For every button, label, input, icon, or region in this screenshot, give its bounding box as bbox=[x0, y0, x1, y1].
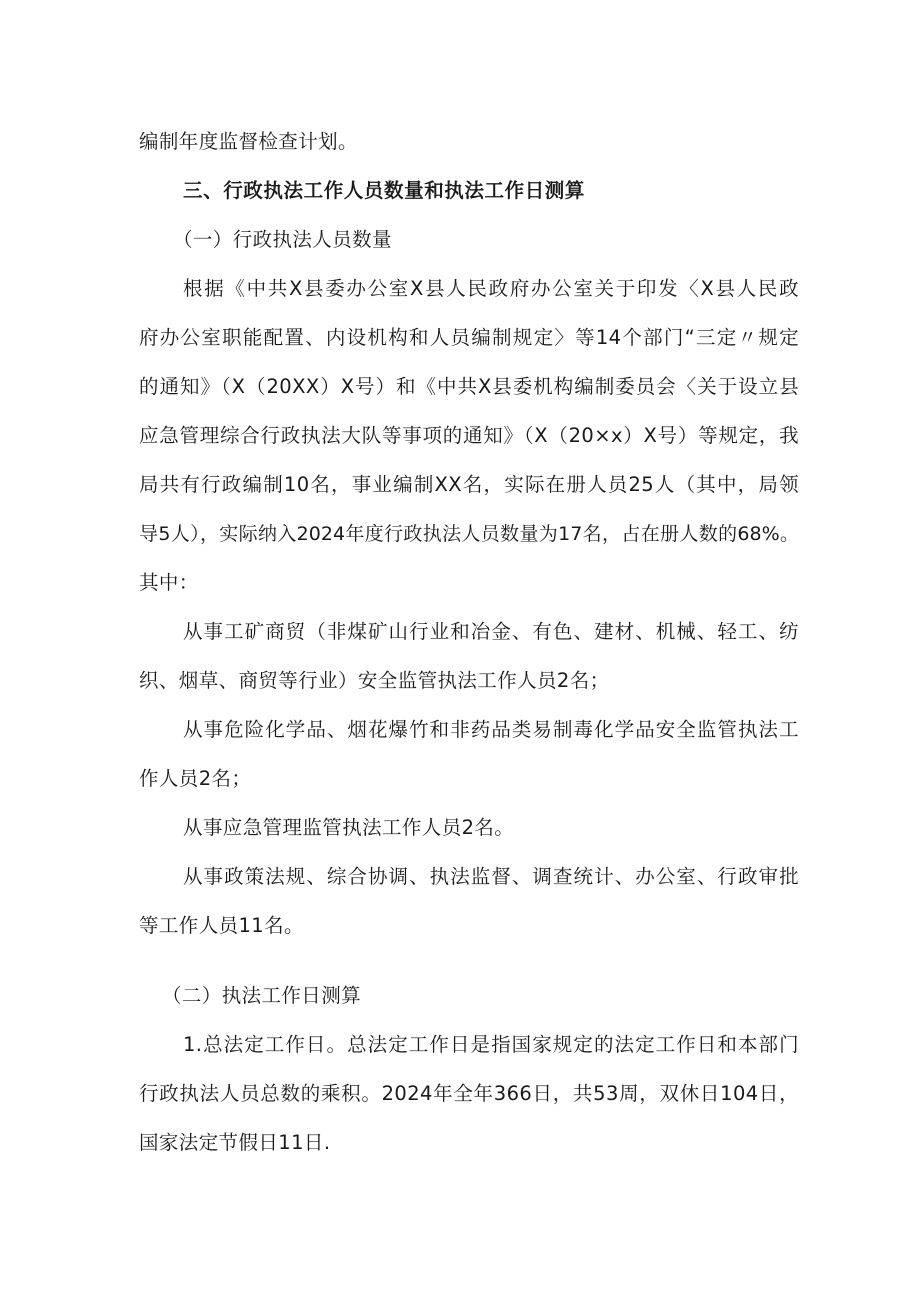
paragraph-line: 1.总法定工作日。总法定工作日是指国家规定的法定工作日和本部门 bbox=[183, 1033, 799, 1056]
paragraph-line: 从事政策法规、综合协调、执法监督、调查统计、办公室、行政审批 bbox=[183, 865, 799, 888]
paragraph-line: 作人员2名； bbox=[139, 767, 252, 790]
paragraph-line: 等工作人员11名。 bbox=[139, 914, 304, 937]
paragraph-line: 府办公室职能配置、内设机构和人员编制规定〉等14个部门“三定〃规定 bbox=[139, 326, 799, 349]
paragraph-line: 从事危险化学品、烟花爆竹和非药品类易制毒化学品安全监管执法工 bbox=[183, 718, 799, 741]
paragraph-line: 从事应急管理监管执法工作人员2名。 bbox=[183, 816, 515, 839]
paragraph-line: 从事工矿商贸（非煤矿山行业和冶金、有色、建材、机械、轻工、纺 bbox=[183, 620, 799, 643]
paragraph-line: 织、烟草、商贸等行业）安全监管执法工作人员2名； bbox=[139, 669, 610, 692]
paragraph-line: 根据《中共X县委办公室X县人民政府办公室关于印发〈X县人民政 bbox=[183, 277, 799, 300]
paragraph-line: 应急管理综合行政执法大队等事项的通知》（X（20×x）X号）等规定，我 bbox=[139, 424, 799, 447]
subsection-heading: （一）行政执法人员数量 bbox=[173, 228, 392, 251]
paragraph-line: 国家法定节假日11日. bbox=[139, 1131, 331, 1154]
subsection-heading: （二）执法工作日测算 bbox=[162, 984, 362, 1007]
paragraph-line: 行政执法人员总数的乘积。2024年全年366日，共53周，双休日104日， bbox=[139, 1082, 799, 1105]
section-heading: 三、行政执法工作人员数量和执法工作日测算 bbox=[183, 179, 586, 202]
paragraph-line: 的通知》（X（20XX）X号）和《中共X县委机构编制委员会〈关于设立县 bbox=[139, 375, 799, 398]
paragraph-line: 编制年度监督检查计划。 bbox=[139, 130, 358, 153]
paragraph-line: 其中： bbox=[139, 571, 199, 594]
paragraph-line: 导5人），实际纳入2024年度行政执法人员数量为17名，占在册人数的68%。 bbox=[139, 523, 799, 545]
paragraph-line: 局共有行政编制10名，事业编制XX名，实际在册人员25人（其中，局领 bbox=[139, 473, 799, 496]
